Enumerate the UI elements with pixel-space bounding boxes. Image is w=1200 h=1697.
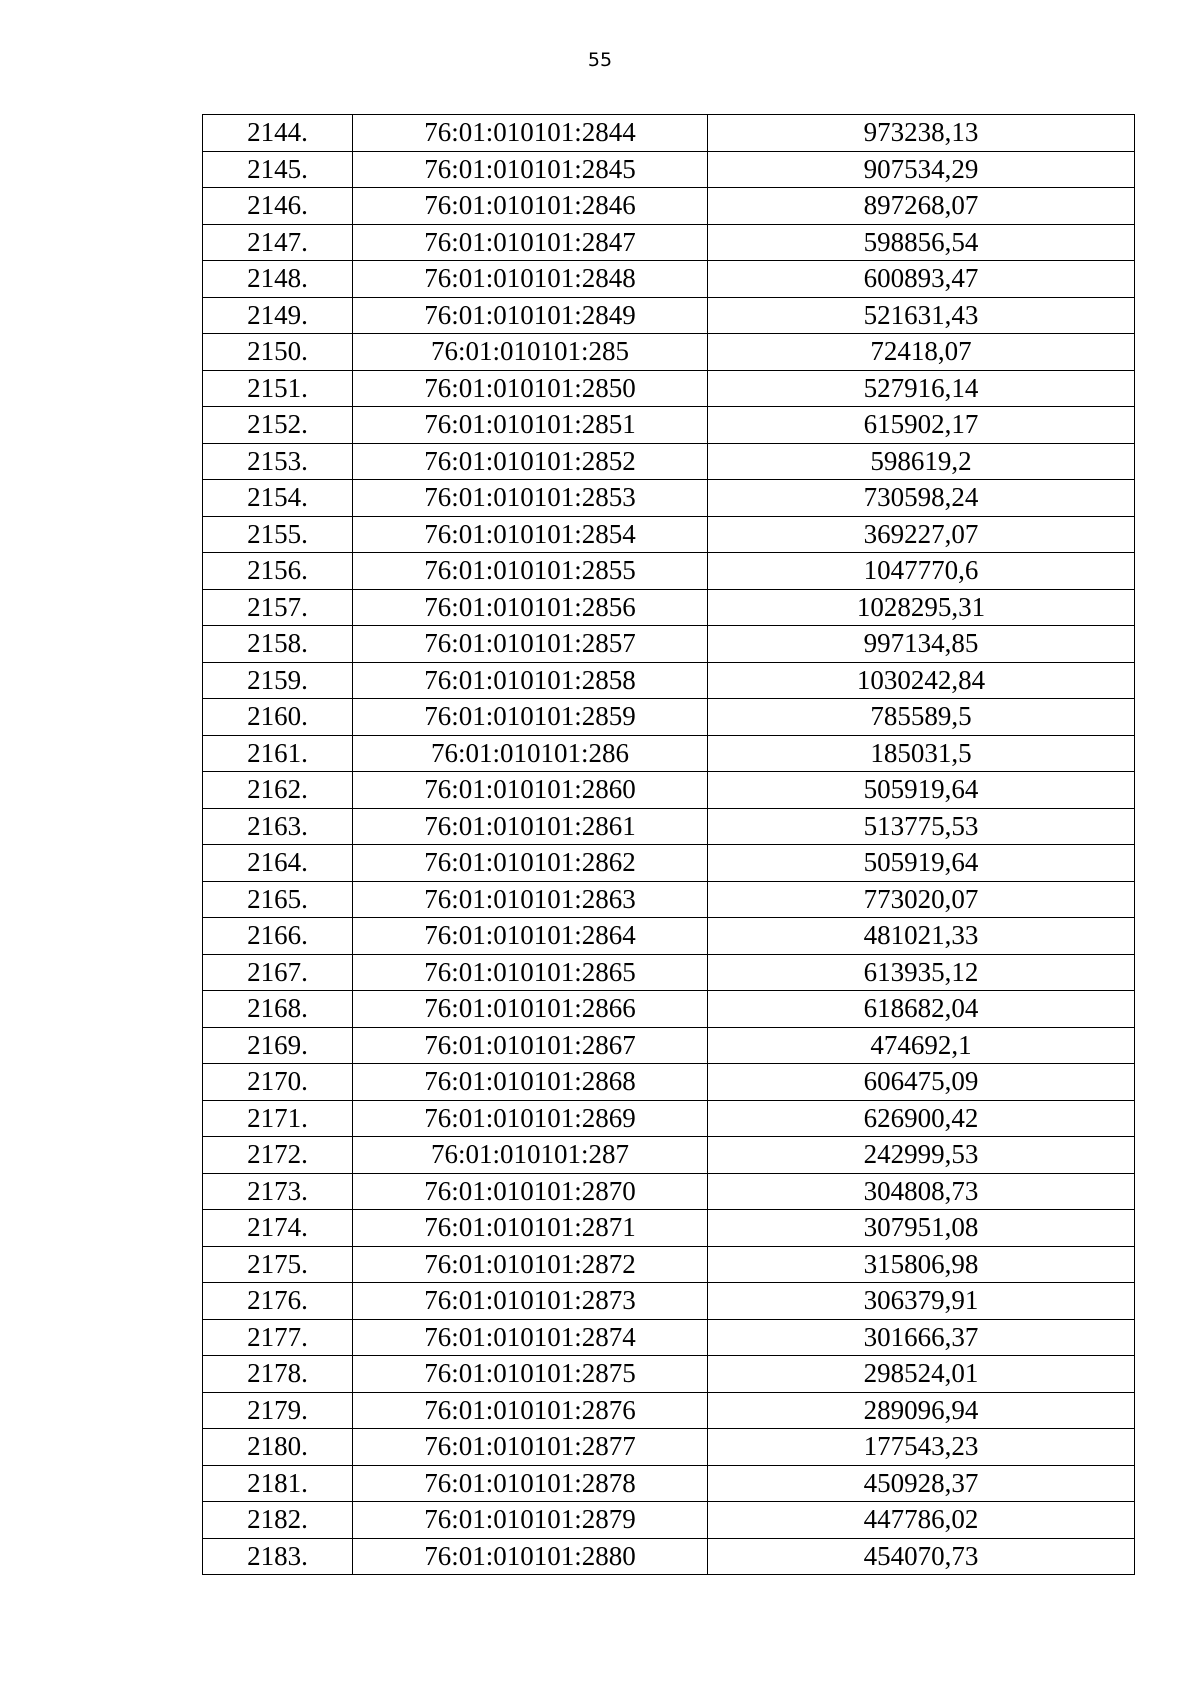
table-row	[203, 1027, 1135, 1064]
row-number-cell: 2148.	[203, 261, 353, 298]
cadastral-number-cell: 76:01:010101:2859	[353, 699, 708, 736]
table-row	[203, 772, 1135, 809]
cadastral-number-cell: 76:01:010101:2867	[353, 1027, 708, 1064]
row-number-cell: 2167.	[203, 954, 353, 991]
cadastral-value-cell: 897268,07	[708, 188, 1135, 225]
cadastral-value-cell: 454070,73	[708, 1538, 1135, 1575]
table-row	[203, 151, 1135, 188]
table-row	[203, 881, 1135, 918]
row-number-cell: 2172.	[203, 1137, 353, 1174]
cadastral-value-cell: 1030242,84	[708, 662, 1135, 699]
cadastral-number-cell: 76:01:010101:2844	[353, 115, 708, 152]
cadastral-number-cell: 76:01:010101:2880	[353, 1538, 708, 1575]
cadastral-value-cell: 618682,04	[708, 991, 1135, 1028]
cadastral-value-cell: 513775,53	[708, 808, 1135, 845]
table-row	[203, 224, 1135, 261]
cadastral-number-cell: 76:01:010101:2860	[353, 772, 708, 809]
cadastral-number-cell: 76:01:010101:2845	[353, 151, 708, 188]
table-row	[203, 991, 1135, 1028]
cadastral-value-cell: 785589,5	[708, 699, 1135, 736]
cadastral-number-cell: 76:01:010101:2866	[353, 991, 708, 1028]
cadastral-value-cell: 527916,14	[708, 370, 1135, 407]
row-number-cell: 2155.	[203, 516, 353, 553]
table-row	[203, 443, 1135, 480]
cadastral-number-cell: 76:01:010101:2853	[353, 480, 708, 517]
table-row	[203, 1392, 1135, 1429]
table-row	[203, 407, 1135, 444]
cadastral-value-cell: 600893,47	[708, 261, 1135, 298]
table-row	[203, 808, 1135, 845]
cadastral-value-cell: 242999,53	[708, 1137, 1135, 1174]
cadastral-value-cell: 1028295,31	[708, 589, 1135, 626]
page-number: 55	[587, 49, 613, 71]
table-row	[203, 188, 1135, 225]
table-row	[203, 297, 1135, 334]
cadastral-number-cell: 76:01:010101:2854	[353, 516, 708, 553]
table-row	[203, 516, 1135, 553]
cadastral-value-cell: 474692,1	[708, 1027, 1135, 1064]
table-row	[203, 699, 1135, 736]
table-row	[203, 626, 1135, 663]
row-number-cell: 2181.	[203, 1465, 353, 1502]
row-number-cell: 2159.	[203, 662, 353, 699]
cadastral-value-cell: 730598,24	[708, 480, 1135, 517]
table-row	[203, 261, 1135, 298]
cadastral-number-cell: 76:01:010101:2865	[353, 954, 708, 991]
cadastral-value-cell: 598856,54	[708, 224, 1135, 261]
cadastral-value-cell: 72418,07	[708, 334, 1135, 371]
table-row	[203, 1064, 1135, 1101]
row-number-cell: 2170.	[203, 1064, 353, 1101]
table-row	[203, 1173, 1135, 1210]
cadastral-number-cell: 76:01:010101:2873	[353, 1283, 708, 1320]
cadastral-value-cell: 315806,98	[708, 1246, 1135, 1283]
row-number-cell: 2150.	[203, 334, 353, 371]
cadastral-value-cell: 307951,08	[708, 1210, 1135, 1247]
cadastral-value-cell: 289096,94	[708, 1392, 1135, 1429]
table-row	[203, 1283, 1135, 1320]
table-row	[203, 1137, 1135, 1174]
row-number-cell: 2151.	[203, 370, 353, 407]
cadastral-value-cell: 298524,01	[708, 1356, 1135, 1393]
cadastral-value-cell: 997134,85	[708, 626, 1135, 663]
cadastral-number-cell: 76:01:010101:2870	[353, 1173, 708, 1210]
table-row	[203, 1465, 1135, 1502]
row-number-cell: 2149.	[203, 297, 353, 334]
cadastral-number-cell: 76:01:010101:2864	[353, 918, 708, 955]
cadastral-number-cell: 76:01:010101:2878	[353, 1465, 708, 1502]
cadastral-value-cell: 613935,12	[708, 954, 1135, 991]
cadastral-value-cell: 301666,37	[708, 1319, 1135, 1356]
cadastral-number-cell: 76:01:010101:2861	[353, 808, 708, 845]
cadastral-number-cell: 76:01:010101:2847	[353, 224, 708, 261]
row-number-cell: 2163.	[203, 808, 353, 845]
table-row	[203, 1246, 1135, 1283]
row-number-cell: 2176.	[203, 1283, 353, 1320]
cadastral-number-cell: 76:01:010101:287	[353, 1137, 708, 1174]
table-row	[203, 1502, 1135, 1539]
cadastral-value-cell: 447786,02	[708, 1502, 1135, 1539]
cadastral-value-cell: 505919,64	[708, 845, 1135, 882]
row-number-cell: 2144.	[203, 115, 353, 152]
table-row	[203, 370, 1135, 407]
row-number-cell: 2169.	[203, 1027, 353, 1064]
cadastral-value-cell: 481021,33	[708, 918, 1135, 955]
cadastral-number-cell: 76:01:010101:2871	[353, 1210, 708, 1247]
cadastral-value-cell: 304808,73	[708, 1173, 1135, 1210]
cadastral-number-cell: 76:01:010101:2876	[353, 1392, 708, 1429]
row-number-cell: 2146.	[203, 188, 353, 225]
cadastral-value-table	[202, 114, 1135, 1575]
cadastral-number-cell: 76:01:010101:2846	[353, 188, 708, 225]
cadastral-value-cell: 369227,07	[708, 516, 1135, 553]
cadastral-number-cell: 76:01:010101:285	[353, 334, 708, 371]
row-number-cell: 2180.	[203, 1429, 353, 1466]
cadastral-value-cell: 306379,91	[708, 1283, 1135, 1320]
cadastral-value-cell: 598619,2	[708, 443, 1135, 480]
cadastral-value-cell: 521631,43	[708, 297, 1135, 334]
row-number-cell: 2160.	[203, 699, 353, 736]
row-number-cell: 2175.	[203, 1246, 353, 1283]
cadastral-number-cell: 76:01:010101:2872	[353, 1246, 708, 1283]
cadastral-number-cell: 76:01:010101:2875	[353, 1356, 708, 1393]
cadastral-value-cell: 177543,23	[708, 1429, 1135, 1466]
cadastral-number-cell: 76:01:010101:2869	[353, 1100, 708, 1137]
cadastral-number-cell: 76:01:010101:2862	[353, 845, 708, 882]
row-number-cell: 2156.	[203, 553, 353, 590]
cadastral-number-cell: 76:01:010101:2879	[353, 1502, 708, 1539]
table-row	[203, 589, 1135, 626]
cadastral-number-cell: 76:01:010101:2851	[353, 407, 708, 444]
row-number-cell: 2145.	[203, 151, 353, 188]
cadastral-number-cell: 76:01:010101:2850	[353, 370, 708, 407]
row-number-cell: 2168.	[203, 991, 353, 1028]
cadastral-number-cell: 76:01:010101:2858	[353, 662, 708, 699]
table-body	[203, 115, 1135, 1575]
cadastral-number-cell: 76:01:010101:2877	[353, 1429, 708, 1466]
cadastral-value-cell: 1047770,6	[708, 553, 1135, 590]
cadastral-number-cell: 76:01:010101:2855	[353, 553, 708, 590]
table-row	[203, 1319, 1135, 1356]
table-row	[203, 480, 1135, 517]
row-number-cell: 2152.	[203, 407, 353, 444]
table-row	[203, 735, 1135, 772]
cadastral-value-cell: 907534,29	[708, 151, 1135, 188]
cadastral-value-cell: 185031,5	[708, 735, 1135, 772]
table-row	[203, 115, 1135, 152]
row-number-cell: 2165.	[203, 881, 353, 918]
cadastral-number-cell: 76:01:010101:2849	[353, 297, 708, 334]
row-number-cell: 2182.	[203, 1502, 353, 1539]
row-number-cell: 2171.	[203, 1100, 353, 1137]
table-row	[203, 1538, 1135, 1575]
cadastral-number-cell: 76:01:010101:2848	[353, 261, 708, 298]
table-row	[203, 662, 1135, 699]
table-row	[203, 553, 1135, 590]
row-number-cell: 2183.	[203, 1538, 353, 1575]
table-row	[203, 334, 1135, 371]
row-number-cell: 2157.	[203, 589, 353, 626]
row-number-cell: 2177.	[203, 1319, 353, 1356]
row-number-cell: 2173.	[203, 1173, 353, 1210]
cadastral-value-cell: 973238,13	[708, 115, 1135, 152]
cadastral-value-cell: 615902,17	[708, 407, 1135, 444]
cadastral-value-cell: 606475,09	[708, 1064, 1135, 1101]
row-number-cell: 2178.	[203, 1356, 353, 1393]
row-number-cell: 2162.	[203, 772, 353, 809]
cadastral-value-cell: 450928,37	[708, 1465, 1135, 1502]
cadastral-number-cell: 76:01:010101:2852	[353, 443, 708, 480]
table-row	[203, 918, 1135, 955]
cadastral-value-cell: 626900,42	[708, 1100, 1135, 1137]
table-row	[203, 1356, 1135, 1393]
row-number-cell: 2153.	[203, 443, 353, 480]
table-row	[203, 954, 1135, 991]
cadastral-number-cell: 76:01:010101:2856	[353, 589, 708, 626]
cadastral-number-cell: 76:01:010101:286	[353, 735, 708, 772]
table-row	[203, 1100, 1135, 1137]
row-number-cell: 2147.	[203, 224, 353, 261]
cadastral-value-cell: 505919,64	[708, 772, 1135, 809]
cadastral-number-cell: 76:01:010101:2857	[353, 626, 708, 663]
row-number-cell: 2161.	[203, 735, 353, 772]
table-row	[203, 1429, 1135, 1466]
table-row	[203, 845, 1135, 882]
row-number-cell: 2154.	[203, 480, 353, 517]
row-number-cell: 2166.	[203, 918, 353, 955]
cadastral-number-cell: 76:01:010101:2863	[353, 881, 708, 918]
row-number-cell: 2174.	[203, 1210, 353, 1247]
cadastral-value-cell: 773020,07	[708, 881, 1135, 918]
cadastral-number-cell: 76:01:010101:2868	[353, 1064, 708, 1101]
row-number-cell: 2179.	[203, 1392, 353, 1429]
cadastral-number-cell: 76:01:010101:2874	[353, 1319, 708, 1356]
row-number-cell: 2158.	[203, 626, 353, 663]
table-row	[203, 1210, 1135, 1247]
row-number-cell: 2164.	[203, 845, 353, 882]
